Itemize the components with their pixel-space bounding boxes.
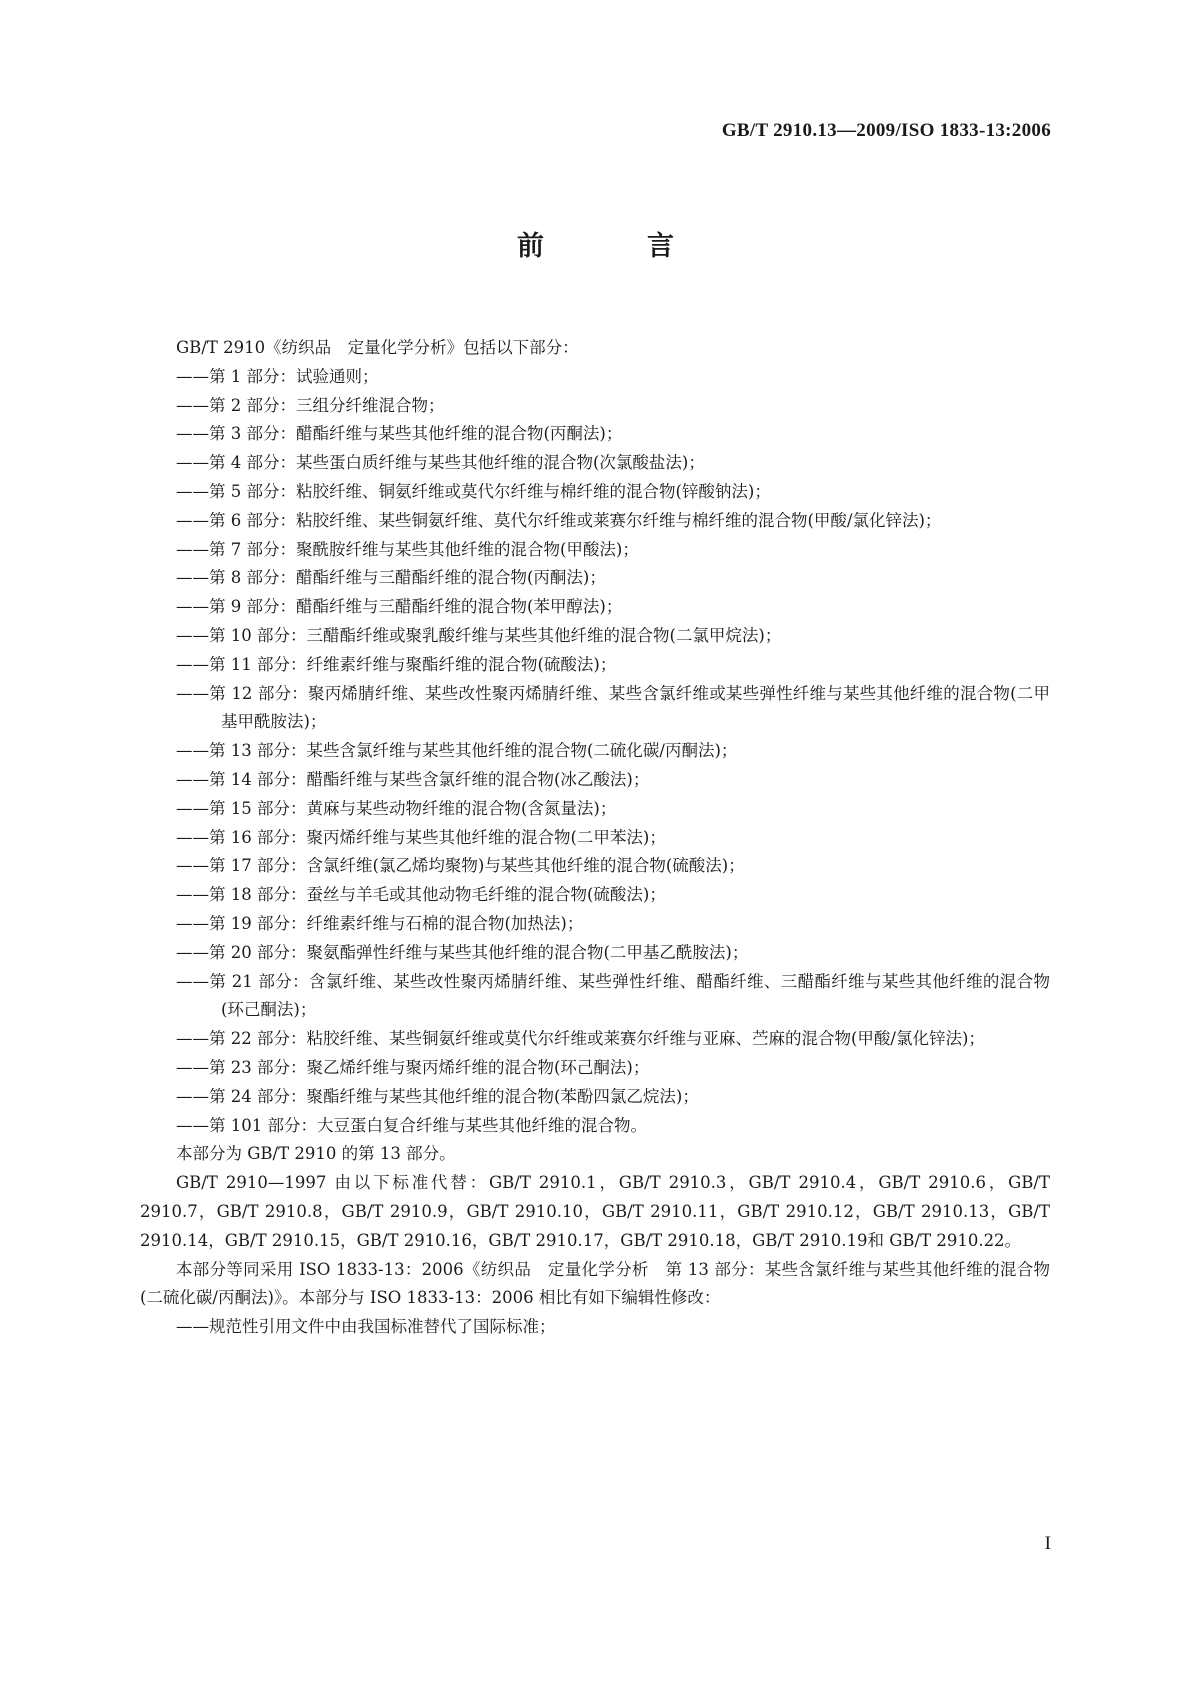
part-list-item: ——第 10 部分：三醋酯纤维或聚乳酸纤维与某些其他纤维的混合物(二氯甲烷法)； <box>176 625 782 645</box>
part-list-item: ——第 22 部分：粘胶纤维、某些铜氨纤维或莫代尔纤维或莱赛尔纤维与亚麻、苎麻的混合物(甲酸/氯化锌法)； <box>176 1029 985 1049</box>
standard-code-header: GB/T 2910.13—2009/ISO 1833-13:2006 <box>721 120 1051 141</box>
page-title: 前 言 <box>517 231 712 262</box>
part-list-item: ——第 1 部分：试验通则； <box>176 366 379 386</box>
part-list-item: ——第 17 部分：含氯纤维(氯乙烯均聚物)与某些其他纤维的混合物(硫酸法)； <box>176 856 745 876</box>
part-list-item: ——第 11 部分：纤维素纤维与聚酯纤维的混合物(硫酸法)； <box>176 654 617 674</box>
part-list-item: ——第 19 部分：纤维素纤维与石棉的混合物(加热法)； <box>176 913 584 933</box>
body-paragraph: GB/T 2910—1997 由以下标准代替：GB/T 2910.1，GB/T 2910.3，GB/T 2910.4，GB/T 2910.6，GB/T 2910.7，GB/T 2910.8，GB/T 2910.9，GB/T 2910.10，GB/T 2910.11，GB/T 2910.12，GB/T 2910.13，GB/T 2910.14，GB/T 2910.15，GB/T 2910.16，GB/T 2910.17，GB/T 2910.18，GB/T 2910.19和 GB/T 2910.22。 <box>140 1173 1050 1250</box>
part-list-item: ——第 12 部分：聚丙烯腈纤维、某些改性聚丙烯腈纤维、某些含氯纤维或某些弹性纤维与某些其他纤维的混合物(二甲基甲酰胺法)； <box>176 683 1050 732</box>
page-number: I <box>1044 1533 1051 1554</box>
part-list-item: ——第 20 部分：聚氨酯弹性纤维与某些其他纤维的混合物(二甲基乙酰胺法)； <box>176 942 749 962</box>
part-list-item: ——第 7 部分：聚酰胺纤维与某些其他纤维的混合物(甲酸法)； <box>176 539 639 559</box>
document-body <box>140 334 1050 1342</box>
body-paragraph: 本部分等同采用 ISO 1833-13：2006《纺织品 定量化学分析 第 13 部分：某些含氯纤维与某些其他纤维的混合物(二硫化碳/丙酮法)》。本部分与 ISO 1833-13：2006 相比有如下编辑性修改： <box>140 1259 1050 1308</box>
part-list-item: ——第 23 部分：聚乙烯纤维与聚丙烯纤维的混合物(环己酮法)； <box>176 1057 650 1077</box>
part-list-item: ——第 3 部分：醋酯纤维与某些其他纤维的混合物(丙酮法)； <box>176 424 623 444</box>
part-list-item: ——第 4 部分：某些蛋白质纤维与某些其他纤维的混合物(次氯酸盐法)； <box>176 453 705 473</box>
part-list-item: ——第 13 部分：某些含氯纤维与某些其他纤维的混合物(二硫化碳/丙酮法)； <box>176 741 738 761</box>
modification-list-item: ——规范性引用文件中由我国标准替代了国际标准； <box>176 1317 556 1337</box>
part-list-item: ——第 8 部分：醋酯纤维与三醋酯纤维的混合物(丙酮法)； <box>176 568 606 588</box>
part-list-item: ——第 24 部分：聚酯纤维与某些其他纤维的混合物(苯酚四氯乙烷法)； <box>176 1086 699 1106</box>
part-list-item: ——第 5 部分：粘胶纤维、铜氨纤维或莫代尔纤维与棉纤维的混合物(锌酸钠法)； <box>176 481 771 501</box>
part-list-item: ——第 18 部分：蚕丝与羊毛或其他动物毛纤维的混合物(硫酸法)； <box>176 885 666 905</box>
part-list-item: ——第 16 部分：聚丙烯纤维与某些其他纤维的混合物(二甲苯法)； <box>176 827 666 847</box>
part-list-item: ——第 15 部分：黄麻与某些动物纤维的混合物(含氮量法)； <box>176 798 617 818</box>
part-list-item: ——第 101 部分：大豆蛋白复合纤维与某些其他纤维的混合物。 <box>176 1115 647 1135</box>
intro-paragraph: GB/T 2910《纺织品 定量化学分析》包括以下部分： <box>176 338 579 357</box>
part-list-item: ——第 6 部分：粘胶纤维、某些铜氨纤维、莫代尔纤维或莱赛尔纤维与棉纤维的混合物(甲酸/氯化锌法)； <box>176 510 942 530</box>
part-list-item: ——第 9 部分：醋酯纤维与三醋酯纤维的混合物(苯甲醇法)； <box>176 597 623 617</box>
part-list-item: ——第 2 部分：三组分纤维混合物； <box>176 395 445 415</box>
body-paragraph: 本部分为 GB/T 2910 的第 13 部分。 <box>176 1144 456 1164</box>
part-list-item: ——第 21 部分：含氯纤维、某些改性聚丙烯腈纤维、某些弹性纤维、醋酯纤维、三醋酯纤维与某些其他纤维的混合物(环己酮法)； <box>176 971 1050 1020</box>
part-list-item: ——第 14 部分：醋酯纤维与某些含氯纤维的混合物(冰乙酸法)； <box>176 769 650 789</box>
